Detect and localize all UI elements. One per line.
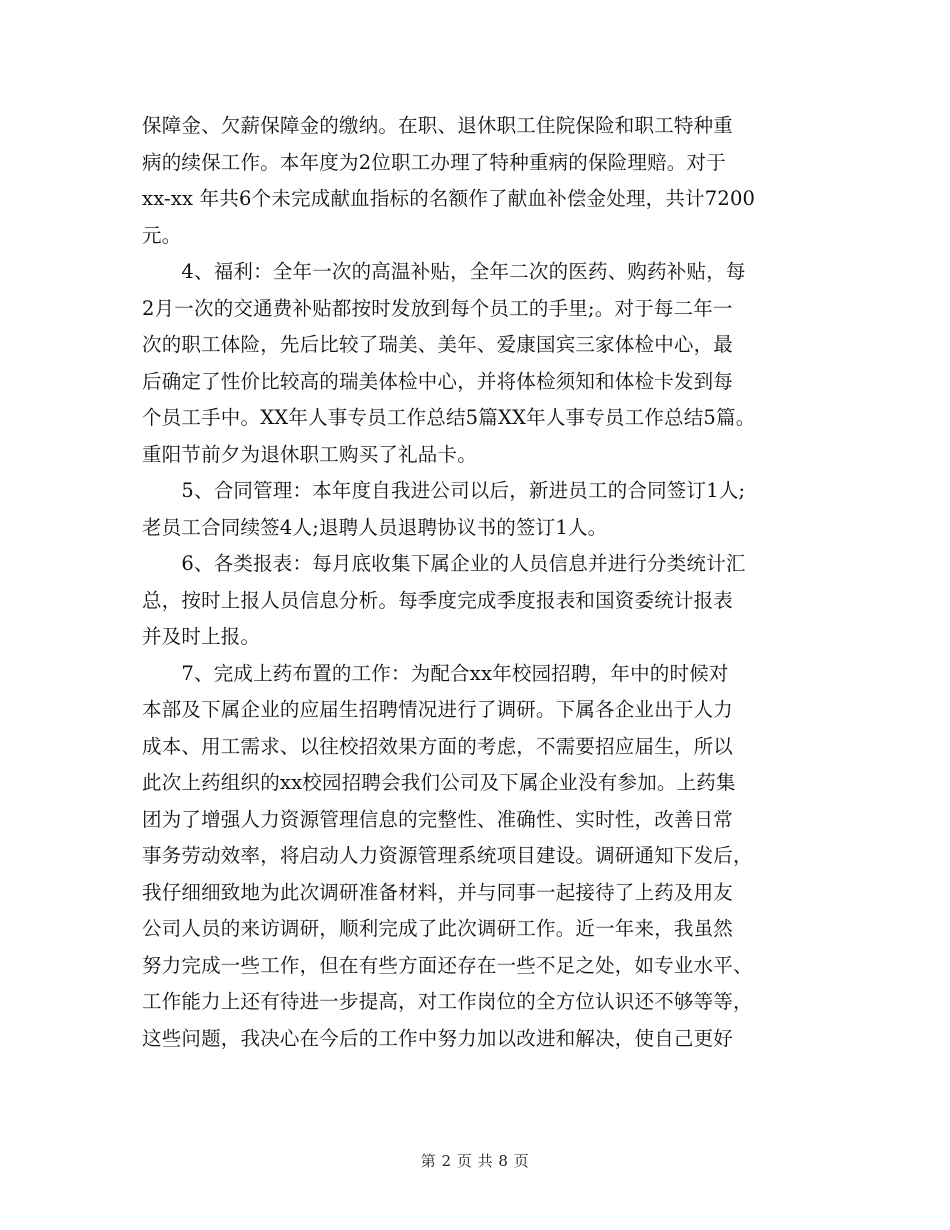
text-line: 保障金、欠薪保障金的缴纳。在职、退休职工住院保险和职工特种重 xyxy=(142,114,734,137)
text-line: 7、完成上药布置的工作：为配合xx年校园招聘，年中的时候对 xyxy=(142,661,729,685)
text-line: 工作能力上还有待进一步提高，对工作岗位的全方位认识还不够等等， xyxy=(142,990,753,1013)
text-line: 次的职工体险，先后比较了瑞美、美年、爱康国宾三家体检中心，最 xyxy=(142,333,734,356)
text-line: 元。 xyxy=(142,223,182,247)
page-number-footer: 第 2 页 共 8 页 xyxy=(420,1152,530,1170)
text-line: 努力完成一些工作，但在有些方面还存在一些不足之处，如专业水平、 xyxy=(142,953,753,977)
text-line: 老员工合同续签4人;退聘人员退聘协议书的签订1人。 xyxy=(142,515,608,539)
text-line: 6、各类报表：每月底收集下属企业的人员信息并进行分类统计汇 xyxy=(142,552,746,575)
text-line: 事务劳动效率，将启动人力资源管理系统项目建设。调研通知下发后， xyxy=(142,844,753,867)
text-line: 个员工手中。XX年人事专员工作总结5篇XX年人事专员工作总结5篇。 xyxy=(142,406,756,429)
text-line: 这些问题，我决心在今后的工作中努力加以改进和解决，使自己更好 xyxy=(142,1026,734,1050)
text-line: 5、合同管理：本年度自我进公司以后，新进员工的合同签订1人; xyxy=(142,479,746,502)
text-line: 病的续保工作。本年度为2位职工办理了特种重病的保险理赔。对于 xyxy=(142,150,726,174)
text-line: 4、福利：全年一次的高温补贴，全年二次的医药、购药补贴，每 xyxy=(142,260,746,283)
text-line: 公司人员的来访调研，顺利完成了此次调研工作。近一年来，我虽然 xyxy=(142,917,734,940)
text-line: 总，按时上报人员信息分析。每季度完成季度报表和国资委统计报表 xyxy=(142,588,734,612)
text-line: 此次上药组织的xx校园招聘会我们公司及下属企业没有参加。上药集 xyxy=(142,771,736,794)
text-line: 2月一次的交通费补贴都按时发放到每个员工的手里;。对于每二年一 xyxy=(142,296,733,320)
text-line: 成本、用工需求、以往校招效果方面的考虑，不需要招应届生，所以 xyxy=(142,734,734,758)
text-line: xx-xx 年共6个未完成献血指标的名额作了献血补偿金处理，共计7200 xyxy=(142,187,756,210)
text-line: 我仔细细致地为此次调研准备材料，并与同事一起接待了上药及用友 xyxy=(142,880,734,904)
text-line: 后确定了性价比较高的瑞美体检中心，并将体检须知和体检卡发到每 xyxy=(142,369,734,393)
text-line: 本部及下属企业的应届生招聘情况进行了调研。下属各企业出于人力 xyxy=(142,698,734,721)
text-line: 团为了增强人力资源管理信息的完整性、准确性、实时性，改善日常 xyxy=(142,807,734,831)
text-line: 并及时上报。 xyxy=(142,625,261,648)
body-text xyxy=(142,108,822,1057)
text-line: 重阳节前夕为退休职工购买了礼品卡。 xyxy=(142,442,477,466)
